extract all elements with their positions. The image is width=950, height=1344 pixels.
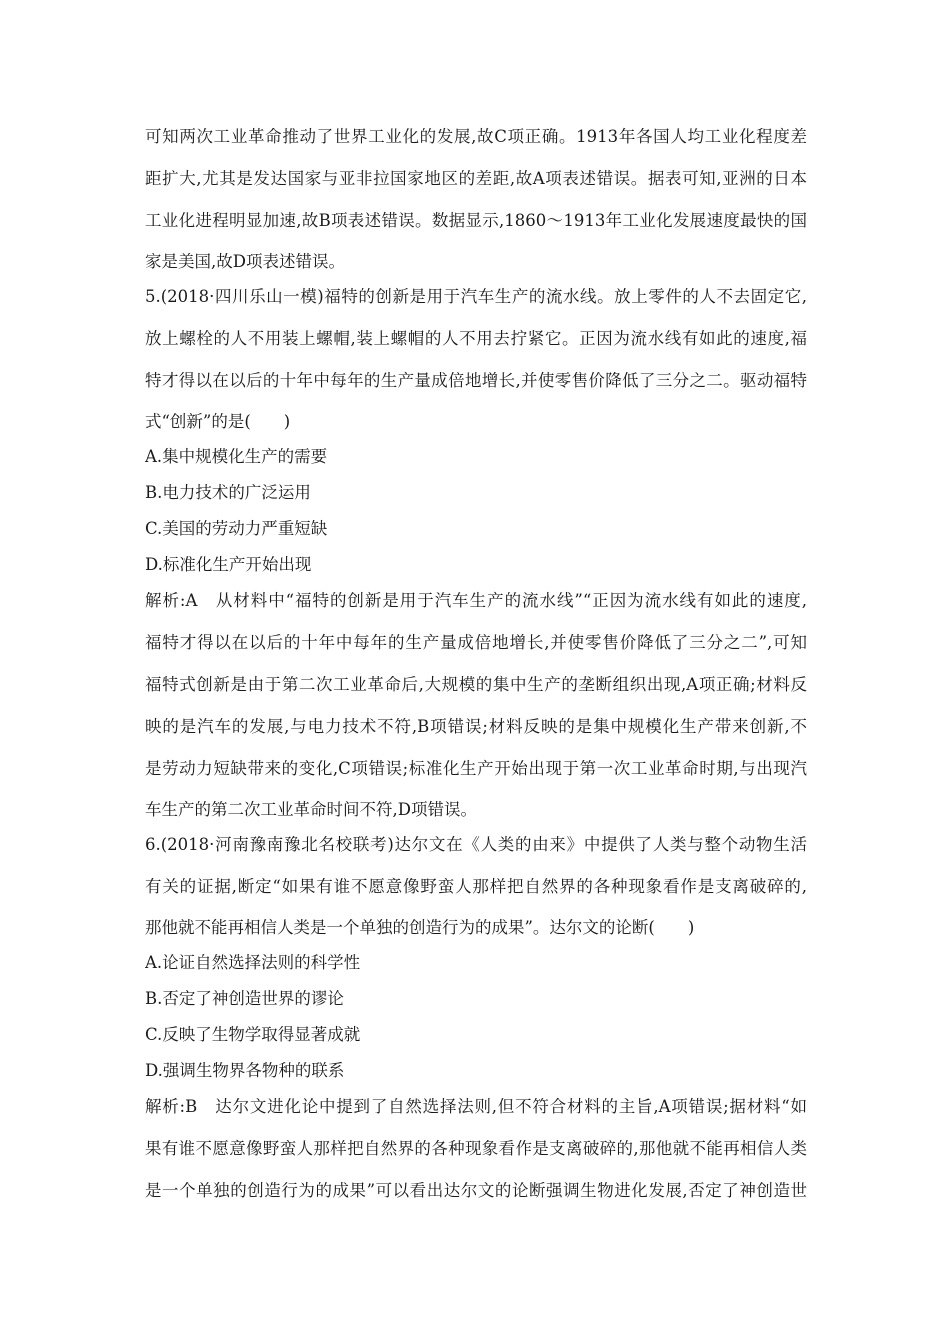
text-line: 可知两次工业革命推动了世界工业化的发展,故C项正确。1913年各国人均工业化程度差 bbox=[145, 127, 807, 146]
analysis-line: 解析:B 达尔文进化论中提到了自然选择法则,但不符合材料的主旨,A项错误;据材料“如 bbox=[145, 1097, 807, 1116]
option-c: C.反映了生物学取得显著成就 bbox=[145, 1025, 361, 1044]
analysis-line: 车生产的第二次工业革命时间不符,D项错误。 bbox=[145, 800, 477, 819]
analysis-line: 映的是汽车的发展,与电力技术不符,B项错误;材料反映的是集中规模化生产带来创新,不 bbox=[145, 717, 807, 736]
analysis-line: 是劳动力短缺带来的变化,C项错误;标准化生产开始出现于第一次工业革命时期,与出现汽 bbox=[145, 759, 807, 778]
analysis-line: 果有谁不愿意像野蛮人那样把自然界的各种现象看作是支离破碎的,那他就不能再相信人类 bbox=[145, 1139, 807, 1158]
question-stem-line: 放上螺栓的人不用装上螺帽,装上螺帽的人不用去拧紧它。正因为流水线有如此的速度,福 bbox=[145, 329, 807, 348]
option-d: D.标准化生产开始出现 bbox=[145, 555, 312, 574]
option-c: C.美国的劳动力严重短缺 bbox=[145, 519, 328, 538]
question-stem-line: 那他就不能再相信人类是一个单独的创造行为的成果”。达尔文的论断( ) bbox=[145, 918, 695, 937]
option-a: A.论证自然选择法则的科学性 bbox=[145, 953, 361, 972]
analysis-line: 福特才得以在以后的十年中每年的生产量成倍地增长,并使零售价降低了三分之二”,可知 bbox=[145, 633, 807, 652]
question-stem-line: 特才得以在以后的十年中每年的生产量成倍地增长,并使零售价降低了三分之二。驱动福特 bbox=[145, 371, 807, 390]
analysis-line: 解析:A 从材料中“福特的创新是用于汽车生产的流水线”“正因为流水线有如此的速度, bbox=[145, 591, 807, 610]
text-line: 距扩大,尤其是发达国家与亚非拉国家地区的差距,故A项表述错误。据表可知,亚洲的日本 bbox=[145, 169, 807, 188]
question-stem-line: 式“创新”的是( ) bbox=[145, 412, 291, 431]
question-stem-line: 有关的证据,断定“如果有谁不愿意像野蛮人那样把自然界的各种现象看作是支离破碎的, bbox=[145, 877, 807, 896]
analysis-line: 是一个单独的创造行为的成果”可以看出达尔文的论断强调生物进化发展,否定了神创造世 bbox=[145, 1181, 807, 1200]
analysis-line: 福特式创新是由于第二次工业革命后,大规模的集中生产的垄断组织出现,A项正确;材料反 bbox=[145, 675, 807, 694]
option-b: B.电力技术的广泛运用 bbox=[145, 483, 311, 502]
text-line: 工业化进程明显加速,故B项表述错误。数据显示,1860～1913年工业化发展速度最快的国 bbox=[145, 211, 807, 230]
option-b: B.否定了神创造世界的谬论 bbox=[145, 989, 344, 1008]
question-stem-line: 5.(2018·四川乐山一模)福特的创新是用于汽车生产的流水线。放上零件的人不去固定它, bbox=[145, 287, 807, 306]
text-line: 家是美国,故D项表述错误。 bbox=[145, 252, 345, 271]
option-d: D.强调生物界各物种的联系 bbox=[145, 1061, 345, 1080]
option-a: A.集中规模化生产的需要 bbox=[145, 447, 328, 466]
question-stem-line: 6.(2018·河南豫南豫北名校联考)达尔文在《人类的由来》中提供了人类与整个动物生活 bbox=[145, 835, 807, 854]
